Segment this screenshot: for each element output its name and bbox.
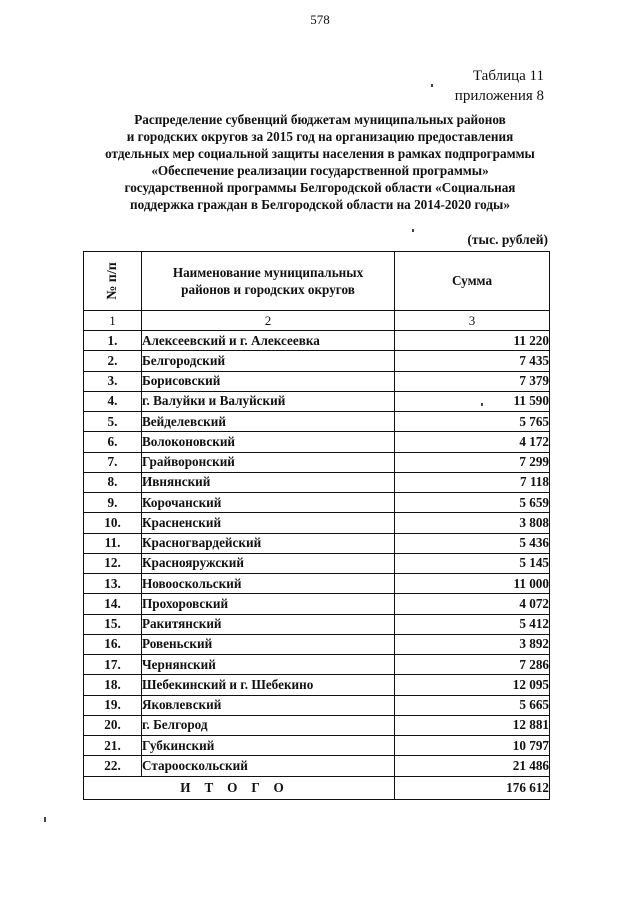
row-sum: 7 435 [395,351,550,371]
row-sum: 12 095 [395,675,550,695]
title-line: Распределение субвенций бюджетам муниципальных районов [134,112,506,127]
header-name-line2: районов и городских округов [181,282,355,297]
row-sum: 21 486 [395,756,550,776]
row-number: 12. [84,553,142,573]
scan-speck [481,403,483,406]
row-district-name: Красногвардейский [142,533,395,553]
table-row [84,493,550,513]
table-row [84,351,550,371]
row-district-name: Белгородский [142,351,395,371]
row-sum: 10 797 [395,736,550,756]
row-sum: 11 000 [395,574,550,594]
row-sum: 5 145 [395,553,550,573]
row-district-name: Ивнянский [142,472,395,492]
row-sum: 4 172 [395,432,550,452]
table-row [84,594,550,614]
table-body [84,331,550,777]
row-number: 8. [84,472,142,492]
table-row [84,574,550,594]
table-row [84,331,550,351]
row-sum: 7 379 [395,371,550,391]
row-number: 11. [84,533,142,553]
title-line: поддержка граждан в Белгородской области на 2014-2020 годы» [130,197,510,212]
row-district-name: Борисовский [142,371,395,391]
title-line: государственной программы Белгородской области «Социальная [124,180,516,195]
header-name-line1: Наименование муниципальных [172,265,364,280]
row-district-name: Прохоровский [142,594,395,614]
row-district-name: Красненский [142,513,395,533]
row-district-name: Ракитянский [142,614,395,634]
row-sum: 5 765 [395,412,550,432]
row-number: 20. [84,715,142,735]
table-row [84,756,550,776]
scan-speck [431,84,433,87]
row-number: 6. [84,432,142,452]
total-sum: 176 612 [395,776,550,799]
row-sum: 3 808 [395,513,550,533]
row-number: 13. [84,574,142,594]
row-number: 9. [84,493,142,513]
row-district-name: г. Белгород [142,715,395,735]
row-district-name: Корочанский [142,493,395,513]
table-row [84,553,550,573]
row-district-name: Грайворонский [142,452,395,472]
row-sum: 5 659 [395,493,550,513]
page-number: 578 [310,12,330,27]
table-row [84,432,550,452]
row-number: 5. [84,412,142,432]
title-line: «Обеспечение реализации государственной программы» [151,163,489,178]
row-sum: 5 412 [395,614,550,634]
column-index-row [84,311,550,331]
row-sum: 7 118 [395,472,550,492]
row-district-name: г. Валуйки и Валуйский [142,391,395,411]
row-sum: 4 072 [395,594,550,614]
units-label: (тыс. рублей) [467,232,548,247]
row-district-name: Ровеньский [142,634,395,654]
table-row [84,715,550,735]
row-number: 10. [84,513,142,533]
header-number-label: № п/п [104,262,120,300]
table-row [84,513,550,533]
row-number: 19. [84,695,142,715]
table-reference [455,66,544,106]
subsidy-table [83,251,550,800]
row-district-name: Шебекинский и г. Шебекино [142,675,395,695]
row-sum: 7 299 [395,452,550,472]
scan-speck [412,229,414,232]
table-row [84,371,550,391]
table-row [84,655,550,675]
row-number: 17. [84,655,142,675]
table-row [84,452,550,472]
row-number: 21. [84,736,142,756]
scan-speck [44,817,46,822]
title-line: и городских округов за 2015 год на организацию предоставления [126,129,514,144]
table-row [84,391,550,411]
table-row [84,614,550,634]
table-row [84,634,550,654]
table-reference-line2: приложения 8 [454,88,544,104]
row-number: 7. [84,452,142,472]
table-row [84,533,550,553]
header-sum: Сумма [395,252,550,311]
table-row [84,695,550,715]
table-row [84,472,550,492]
table-row [84,736,550,756]
total-row [84,776,550,799]
row-number: 16. [84,634,142,654]
table-header-row [84,252,550,311]
row-number: 14. [84,594,142,614]
row-district-name: Новооскольский [142,574,395,594]
row-number: 1. [84,331,142,351]
table-row [84,675,550,695]
column-index: 1 [84,311,142,331]
row-district-name: Губкинский [142,736,395,756]
row-district-name: Вейделевский [142,412,395,432]
row-sum: 7 286 [395,655,550,675]
row-number: 15. [84,614,142,634]
row-number: 22. [84,756,142,776]
row-district-name: Яковлевский [142,695,395,715]
row-number: 2. [84,351,142,371]
row-district-name: Старооскольский [142,756,395,776]
header-name [142,252,395,311]
total-label: ИТОГО [84,776,395,799]
row-number: 3. [84,371,142,391]
header-number [84,252,142,311]
table-row [84,412,550,432]
row-sum: 5 665 [395,695,550,715]
table-reference-line1: Таблица 11 [472,68,544,84]
row-district-name: Волоконовский [142,432,395,452]
row-number: 18. [84,675,142,695]
row-sum: 5 436 [395,533,550,553]
row-sum: 11 590 [395,391,550,411]
row-district-name: Краснояружский [142,553,395,573]
row-number: 4. [84,391,142,411]
document-title [80,111,560,213]
row-sum: 11 220 [395,331,550,351]
column-index: 2 [142,311,395,331]
row-district-name: Чернянский [142,655,395,675]
row-sum: 3 892 [395,634,550,654]
title-line: отдельных мер социальной защиты населения в рамках подпрограммы [105,146,535,161]
row-sum: 12 881 [395,715,550,735]
row-district-name: Алексеевский и г. Алексеевка [142,331,395,351]
column-index: 3 [395,311,550,331]
